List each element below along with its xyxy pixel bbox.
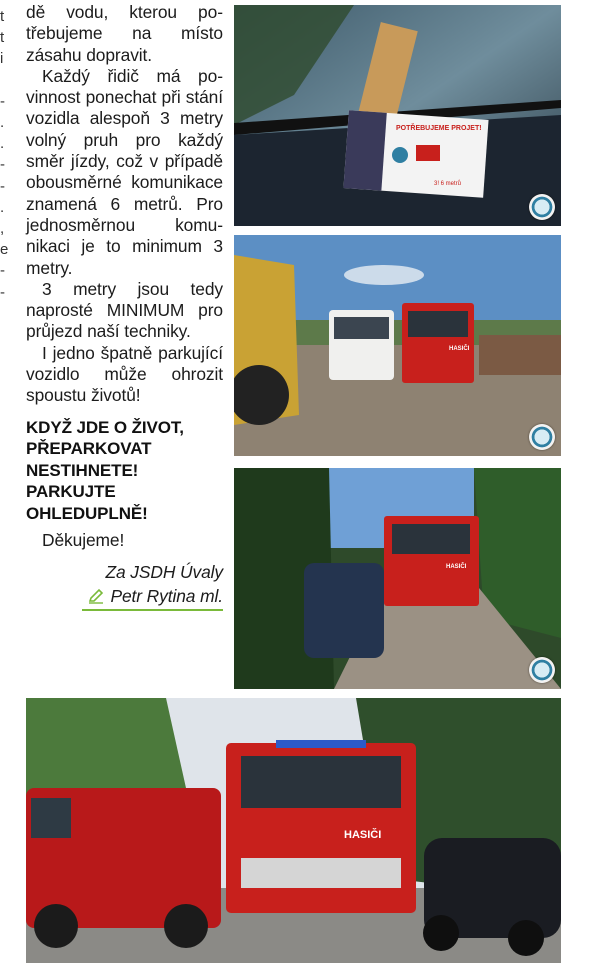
signature-name: Petr Rytina ml. [110,585,223,606]
paragraph-2: Každý řidič má povinnost ponechat při stání vozidla alespoň 3 metry volný pruh pro každý směr jízdy, což v případě obousměrné komunikace znamená 6 metrů. Pro jednosměrnou komunikaci je to minimum 3 metry. [26,65,223,278]
signature-name-row [26,586,223,611]
thanks-text: Děkujeme! [42,530,125,551]
photo-windshield-card [234,5,561,226]
fire-brigade-logo-icon [529,657,555,683]
signature-organization: Za JSDH Úvaly [105,562,223,583]
truck-label: HASIČI [344,829,382,841]
truck-label: HASIČI [449,346,470,352]
article-column [26,2,223,611]
card-subtitle: 3! 6 metrů [434,181,462,187]
fire-brigade-logo-icon [529,194,555,220]
pencil-icon [88,588,104,604]
adjacent-column-edge: t t i - . . - - . , e - - [0,8,9,301]
signature-underline [82,609,223,611]
paragraph-1: dě vodu, kterou potřebujeme na místo zásahu dopravit. [26,2,223,65]
headline: KDYŽ JDE O ŽIVOT, PŘEPARKOVAT NESTIHNETE! PARKUJTE OHLEDUPLNĚ! [26,417,184,523]
photo-narrow-street [234,468,561,689]
paragraph-3: 3 metry jsou tedy naprosté MINIMUM pro průjezd naší techniky. [26,278,223,342]
truck-label: HASIČI [446,564,467,570]
fire-brigade-logo-icon [529,424,555,450]
photo-street-van-truck [234,235,561,456]
card-title: POTŘEBUJEME PROJET! [396,125,482,132]
photo-truck-blocked [26,698,561,963]
paragraph-4: I jedno špatně parkující vozidlo může ohrozit spoustu životů! [26,342,223,406]
